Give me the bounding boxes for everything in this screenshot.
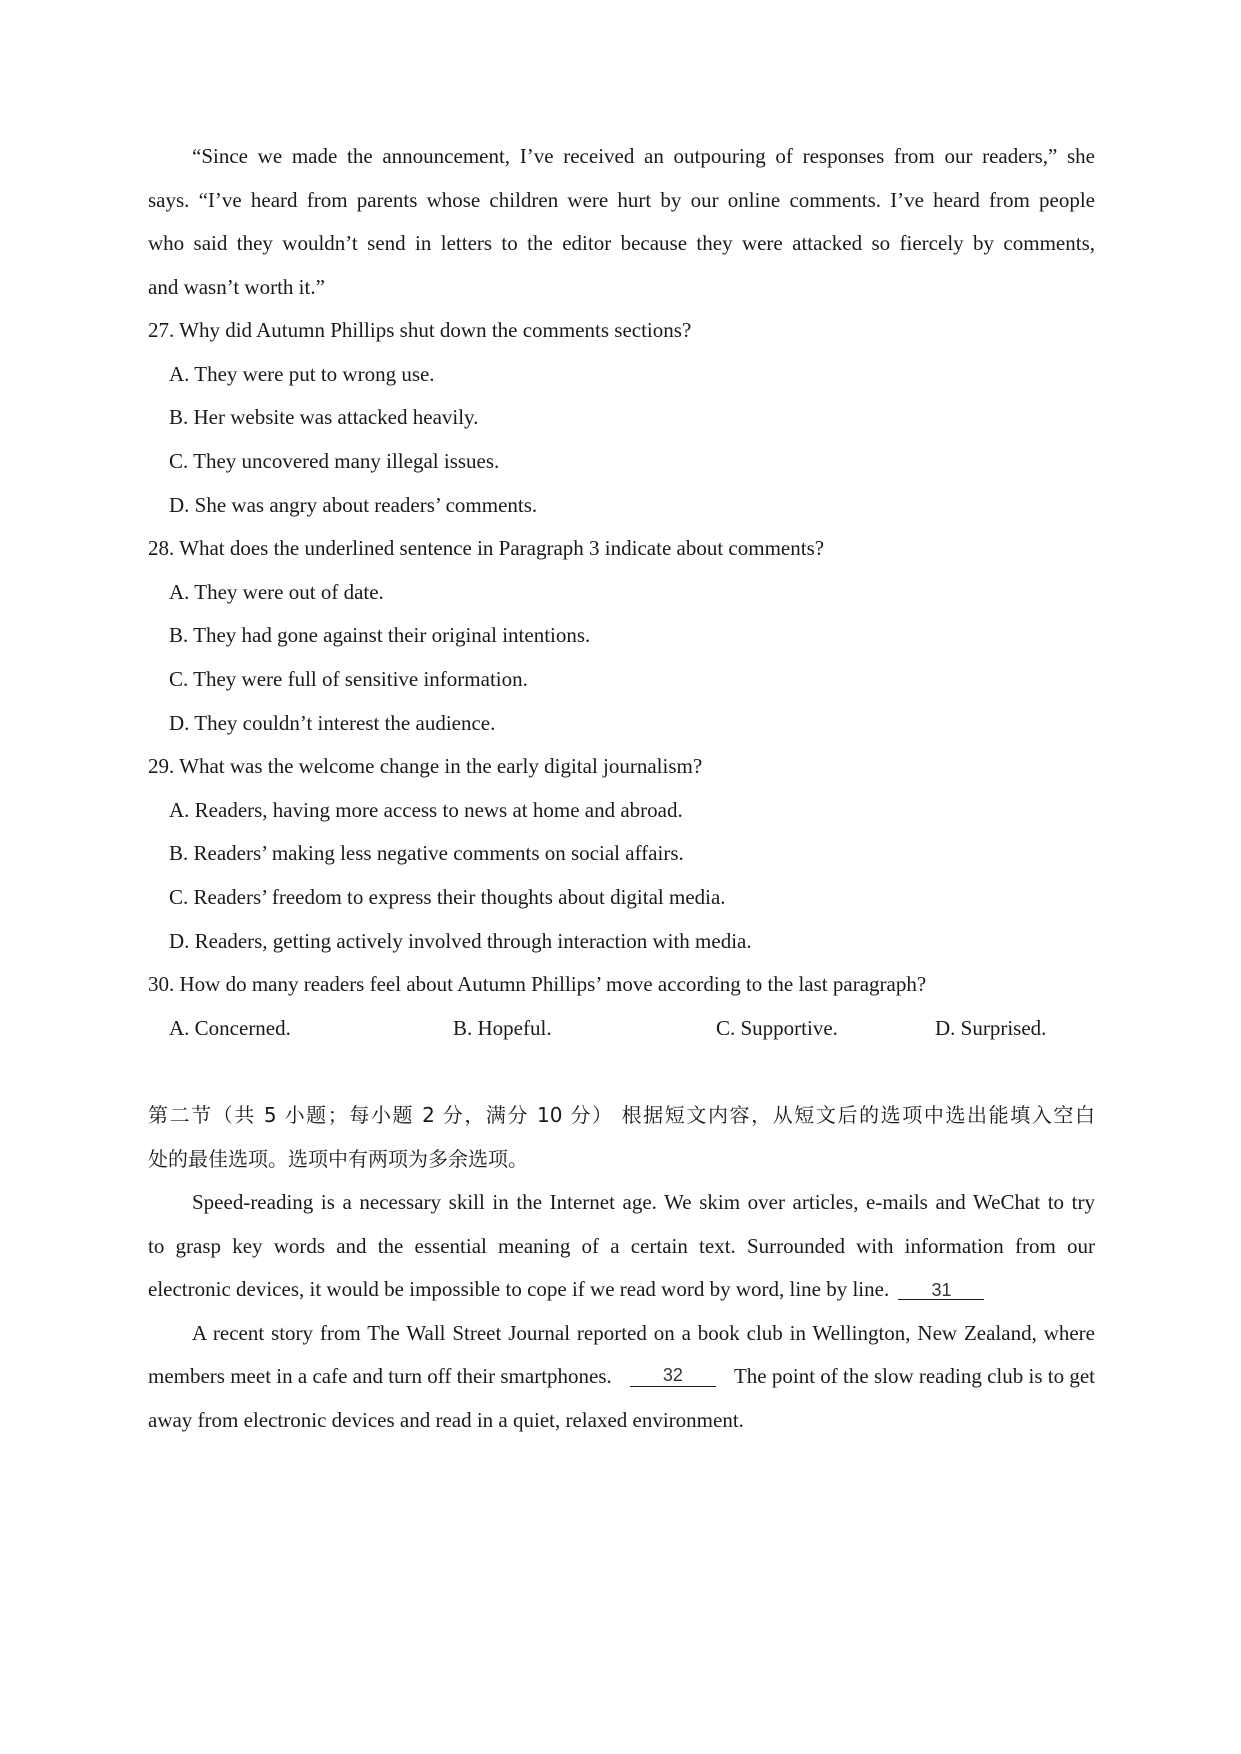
question-27-option-c: C. They uncovered many illegal issues. [169,449,500,473]
question-27-stem: 27. Why did Autumn Phillips shut down the comments sections? [148,318,692,342]
question-28-option-b: B. They had gone against their original intentions. [169,623,591,647]
section2-para2-line-3: away from electronic devices and read in a quiet, relaxed environment. [148,1408,744,1432]
question-30-option-c: C. Supportive. [716,1016,838,1040]
blank-31[interactable]: 31 [898,1281,984,1300]
section2-instruction-line-1: 第二节（共 5 小题；每小题 2 分，满分 10 分） 根据短文内容，从短文后的选项中选出能填入空白 [148,1103,1095,1127]
passage-line-1: “Since we made the announcement, I’ve received an outpouring of responses from our readers,” she [192,144,1095,168]
question-29-option-c: C. Readers’ freedom to express their thoughts about digital media. [169,885,726,909]
question-29-option-b: B. Readers’ making less negative comments on social affairs. [169,841,684,865]
question-29-option-d: D. Readers, getting actively involved through interaction with media. [169,929,752,953]
question-28-stem: 28. What does the underlined sentence in Paragraph 3 indicate about comments? [148,536,825,560]
passage-line-2: says. “I’ve heard from parents whose children were hurt by our online comments. I’ve heard from people [148,188,1095,212]
question-28-option-c: C. They were full of sensitive information. [169,667,528,691]
question-30-option-d: D. Surprised. [935,1016,1047,1040]
question-28-option-a: A. They were out of date. [169,580,384,604]
section2-para2-line-1: A recent story from The Wall Street Journal reported on a book club in Wellington, New Zealand, where [192,1321,1095,1345]
section2-para1-line-3 [148,1279,984,1300]
question-30-option-a: A. Concerned. [169,1016,291,1040]
section2-para2-line-2 [148,1366,1095,1387]
question-27-option-b: B. Her website was attacked heavily. [169,405,479,429]
question-28-option-d: D. They couldn’t interest the audience. [169,711,496,735]
passage-line-4: and wasn’t worth it.” [148,275,325,299]
question-27-option-a: A. They were put to wrong use. [169,362,435,386]
question-30-option-b: B. Hopeful. [453,1016,552,1040]
question-30-stem: 30. How do many readers feel about Autumn Phillips’ move according to the last paragraph? [148,972,927,996]
passage-line-3: who said they wouldn’t send in letters to the editor because they were attacked so fiercely by comments, [148,231,1095,255]
question-29-stem: 29. What was the welcome change in the early digital journalism? [148,754,703,778]
section2-para1-line-3-text: electronic devices, it would be impossible to cope if we read word by word, line by line. [148,1277,890,1301]
section2-para1-line-1: Speed-reading is a necessary skill in the Internet age. We skim over articles, e-mails and WeChat to try [192,1190,1095,1214]
section2-para2-line-2-before: members meet in a cafe and turn off their smartphones. [148,1364,612,1388]
section2-para1-line-2: to grasp key words and the essential meaning of a certain text. Surrounded with information from our [148,1234,1095,1258]
question-27-option-d: D. She was angry about readers’ comments. [169,493,538,517]
blank-32[interactable]: 32 [630,1366,716,1387]
question-29-option-a: A. Readers, having more access to news at home and abroad. [169,798,683,822]
section2-para2-line-2-after: The point of the slow reading club is to get [733,1364,1095,1388]
section2-instruction-line-2: 处的最佳选项。选项中有两项为多余选项。 [148,1147,528,1171]
